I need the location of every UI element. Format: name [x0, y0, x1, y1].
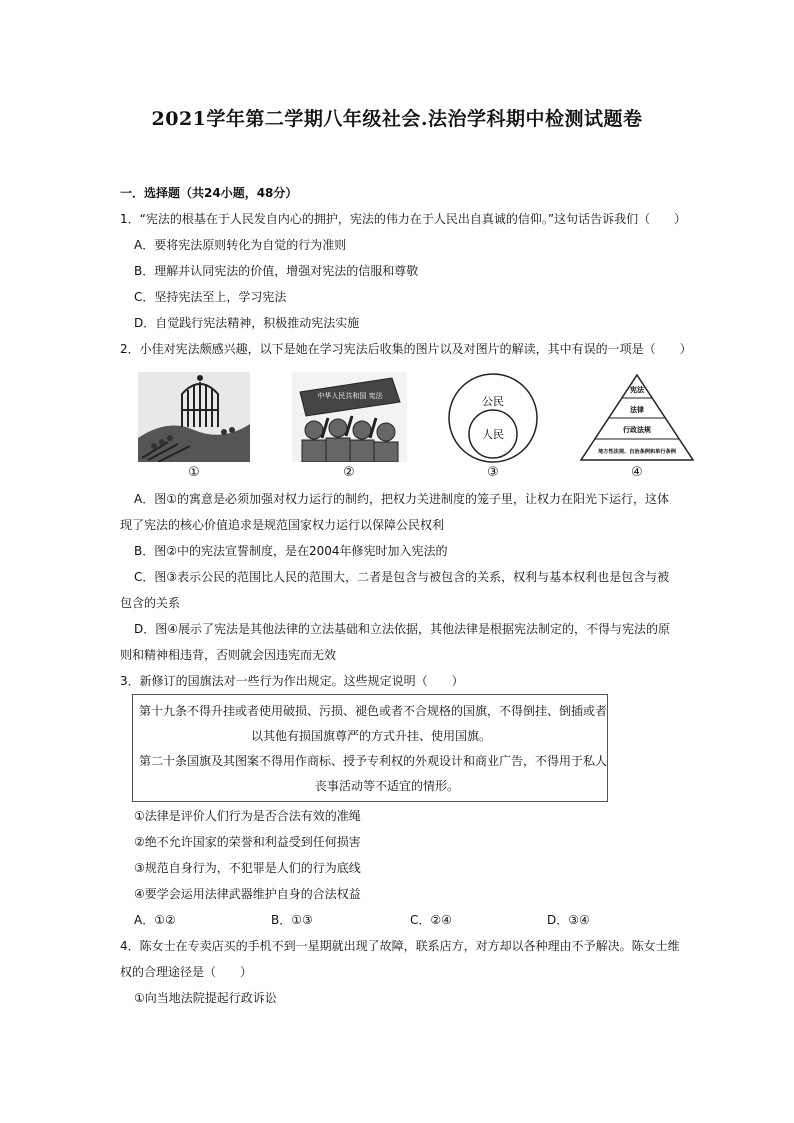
q4-statement-1: ①向当地法院提起行政诉讼 [134, 991, 277, 1005]
q3-option-c: C．②④ [410, 913, 452, 927]
q3-statement-3: ③规范自身行为，不犯罪是人们的行为底线 [134, 861, 361, 875]
q1-stem: 1．“宪法的根基在于人民发自内心的拥护，宪法的伟力在于人民出自真诚的信仰。”这句话告诉我们（ ） [120, 212, 687, 226]
q4-stem-line2: 权的合理途径是（ ） [120, 965, 253, 979]
figure-1-cage-illustration [138, 372, 250, 462]
q1-option-d: D．自觉践行宪法精神，积极推动宪法实施 [134, 316, 360, 330]
figure-4-caption: ④ [631, 465, 643, 480]
figure-1-caption: ① [188, 465, 200, 480]
figure-3-caption: ③ [487, 465, 499, 480]
q3-law-excerpt-box [132, 694, 608, 802]
q2-option-b: B．图②中的宪法宣誓制度，是在2004年修宪时加入宪法的 [134, 544, 448, 558]
q3-box-article19-line1: 第十九条不得升挂或者使用破损、污损、褪色或者不合规格的国旗，不得倒挂、倒插或者 [139, 704, 608, 718]
q3-statement-4: ④要学会运用法律武器维护自身的合法权益 [134, 887, 361, 901]
figure-4-level-2: 法律 [630, 406, 644, 414]
figure-3-inner-label: 人民 [482, 428, 504, 441]
q3-option-a: A．①② [134, 913, 176, 927]
q3-box-article19-line2: 以其他有损国旗尊严的方式升挂、使用国旗。 [251, 729, 492, 743]
q1-option-b: B．理解并认同宪法的价值，增强对宪法的信服和尊敬 [134, 264, 419, 278]
q2-stem: 2．小佳对宪法颇感兴趣，以下是她在学习宪法后收集的图片以及对图片的解读，其中有误的一项是（ ） [120, 342, 692, 356]
q3-statement-2: ②绝不允许国家的荣誉和利益受到任何损害 [134, 835, 361, 849]
figure-4-level-3: 行政法规 [623, 426, 651, 434]
section-heading: 一．选择题（共24小题，48分） [120, 186, 298, 200]
q3-stem: 3．新修订的国旗法对一些行为作出规定。这些规定说明（ ） [120, 674, 464, 688]
q2-option-a-line1: A．图①的寓意是必须加强对权力运行的制约，把权力关进制度的笼子里，让权力在阳光下运行，这体 [134, 492, 669, 506]
q3-box-article20-line2: 丧事活动等不适宜的情形。 [315, 779, 460, 793]
q1-option-c: C．坚持宪法至上，学习宪法 [134, 290, 287, 304]
figure-3-outer-label: 公民 [482, 395, 504, 408]
q4-stem-line1: 4．陈女士在专卖店买的手机不到一星期就出现了故障，联系店方，对方却以各种理由不予解决。陈女士维 [120, 939, 680, 953]
figure-2-oath-illustration [292, 372, 407, 462]
figure-2-book-text: 中华人民共和国 宪法 [317, 392, 383, 400]
q3-box-article20-line1: 第二十条国旗及其图案不得用作商标、授予专利权的外观设计和商业广告，不得用于私人 [139, 754, 608, 768]
q2-option-d-line2: 则和精神相违背，否则就会因违宪而无效 [120, 648, 337, 662]
q2-option-c-line1: C．图③表示公民的范围比人民的范围大，二者是包含与被包含的关系，权利与基本权利也是包含与被 [134, 570, 670, 584]
figure-3-circles-diagram [447, 372, 539, 464]
q2-option-a-line2: 现了宪法的核心价值追求是规范国家权力运行以保障公民权利 [120, 518, 445, 532]
q1-option-a: A．要将宪法原则转化为自觉的行为准则 [134, 238, 347, 252]
figure-2-caption: ② [343, 465, 355, 480]
page-title: 2021学年第二学期八年级社会.法治学科期中检测试题卷 [151, 108, 643, 130]
q3-option-d: D．③④ [547, 913, 590, 927]
figure-4-level-4: 地方性法规、自治条例和单行条例 [598, 449, 676, 455]
q3-option-b: B．①③ [271, 913, 313, 927]
q2-option-c-line2: 包含的关系 [120, 596, 181, 610]
q2-option-d-line1: D．图④展示了宪法是其他法律的立法基础和立法依据，其他法律是根据宪法制定的，不得与宪法的原 [134, 622, 671, 636]
figure-4-pyramid-diagram [578, 372, 696, 464]
q3-statement-1: ①法律是评价人们行为是否合法有效的准绳 [134, 809, 361, 823]
figure-4-level-1: 宪法 [630, 386, 644, 394]
